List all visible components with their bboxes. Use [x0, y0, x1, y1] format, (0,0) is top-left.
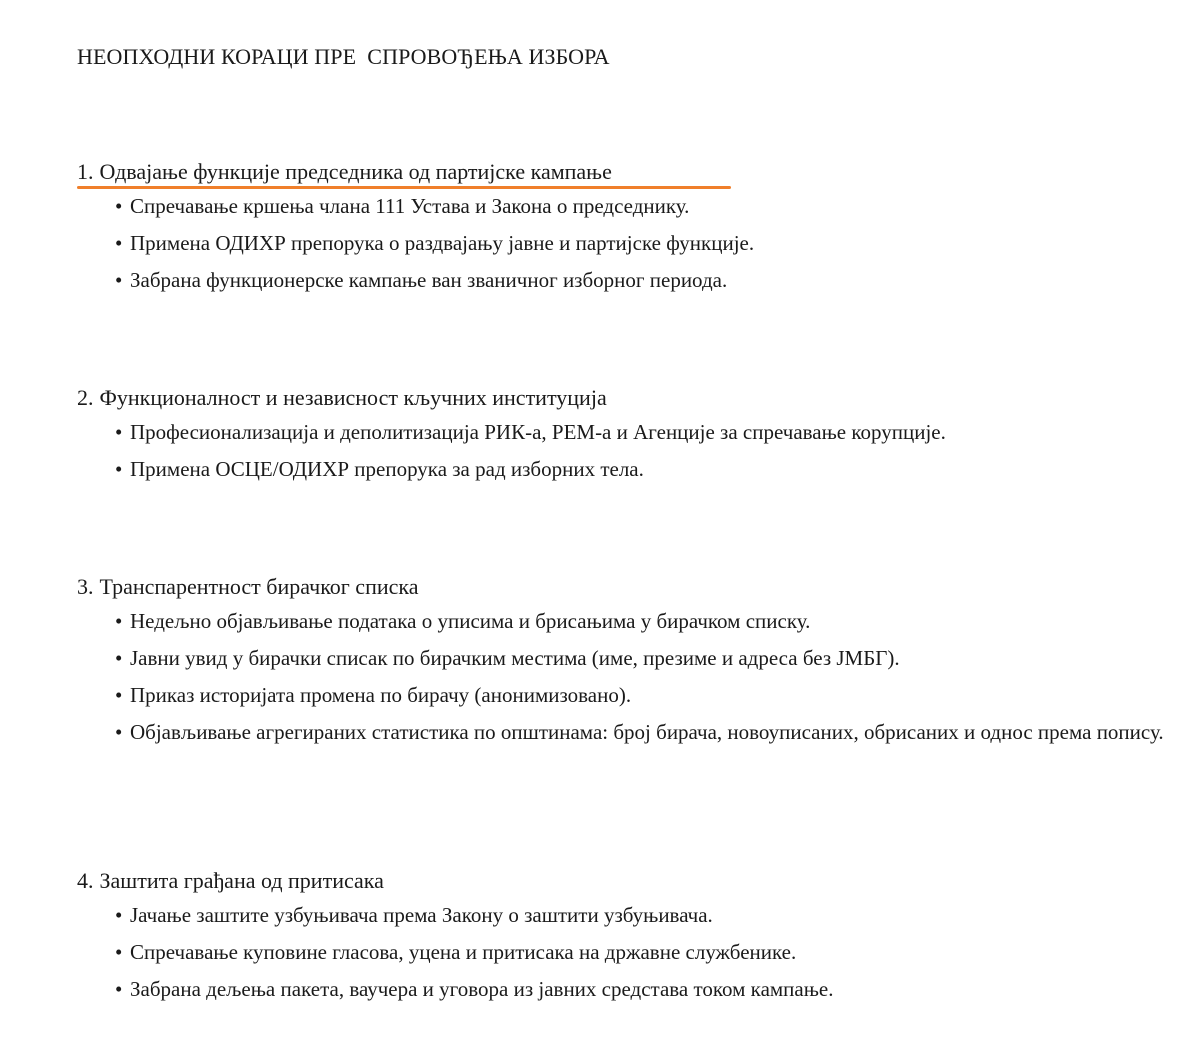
list-item: • Објављивање агрегираних статистика по општинама: број бирача, новоуписаних, обрисаних и однос према попису.: [115, 718, 1170, 747]
section-heading: [77, 573, 1177, 601]
bullet-list: [77, 418, 1177, 484]
section-number: 4.: [77, 868, 94, 893]
section-number: 1.: [77, 159, 94, 184]
section-number: 2.: [77, 385, 94, 410]
highlight-underline: [77, 186, 731, 189]
list-item: • Забрана функционерске кампање ван званичног изборног периода.: [115, 266, 1170, 295]
section-heading: [77, 867, 1177, 895]
section-number: 3.: [77, 574, 94, 599]
list-item: • Недељно објављивање података о уписима и брисањима у бирачком списку.: [115, 607, 1170, 636]
list-item: • Јачање заштите узбуњивача према Закону о заштити узбуњивача.: [115, 901, 1170, 930]
section-title: Транспарентност бирачког списка: [99, 574, 419, 599]
section-heading: [77, 384, 1177, 412]
section-title: Одвајање функције председника од партијске кампање: [99, 159, 612, 184]
section-title: Заштита грађана од притисака: [99, 868, 384, 893]
list-item: • Примена ОСЦЕ/ОДИХР препорука за рад изборних тела.: [115, 455, 1170, 484]
list-item: • Спречавање куповине гласова, уцена и притисака на државне службенике.: [115, 938, 1170, 967]
section-1: [77, 158, 1177, 303]
list-item: • Јавни увид у бирачки списак по бирачким местима (име, презиме и адреса без ЈМБГ).: [115, 644, 1170, 673]
section-3: [77, 573, 1177, 755]
section-2: [77, 384, 1177, 492]
list-item: • Спречавање кршења члана 111 Устава и Закона о председнику.: [115, 192, 1170, 221]
document-title: НЕОПХОДНИ КОРАЦИ ПРЕ СПРОВОЂЕЊА ИЗБОРА: [77, 44, 610, 69]
section-heading: [77, 158, 1177, 186]
list-item: • Професионализација и деполитизација РИК-а, РЕМ-а и Агенције за спречавање корупције.: [115, 418, 1170, 447]
list-item: • Забрана дељења пакета, ваучера и уговора из јавних средстава током кампање.: [115, 975, 1170, 1004]
section-title: Функционалност и независност кључних институција: [99, 385, 607, 410]
bullet-list: [77, 901, 1177, 1004]
bullet-list: [77, 192, 1177, 295]
list-item: • Приказ историјата промена по бирачу (анонимизовано).: [115, 681, 1170, 710]
list-item: • Примена ОДИХР препорука о раздвајању јавне и партијске функције.: [115, 229, 1170, 258]
section-4: [77, 867, 1177, 1012]
bullet-list: [77, 607, 1177, 747]
